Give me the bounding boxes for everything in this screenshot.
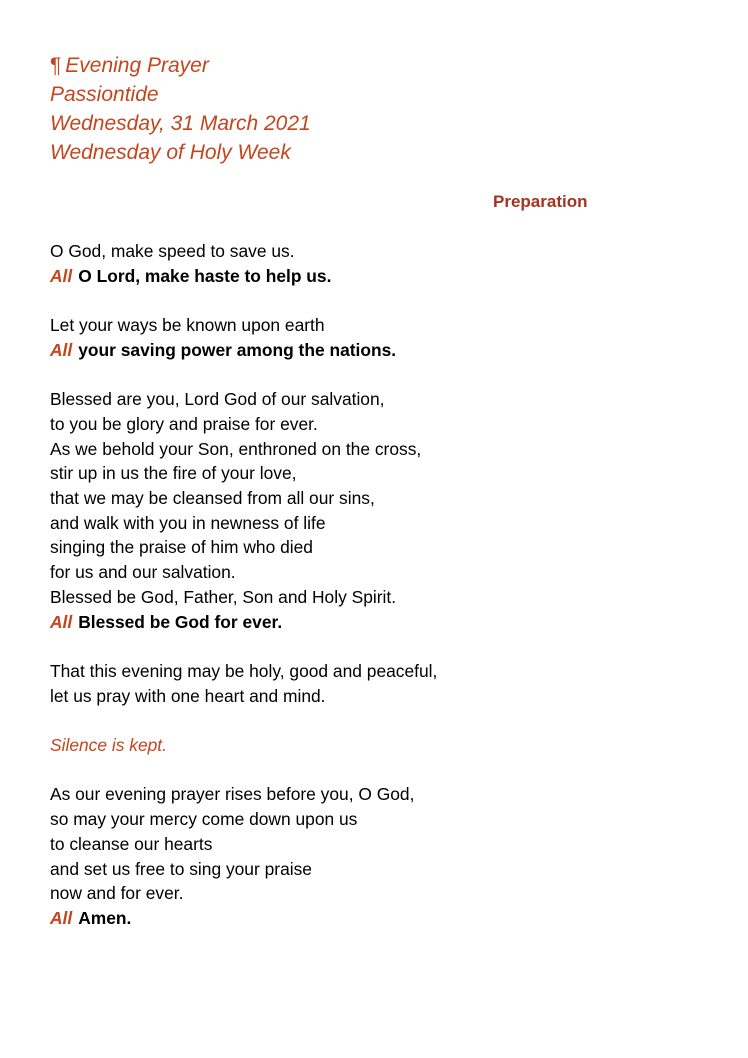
versicle-leader-line: O God, make speed to save us. xyxy=(50,241,295,261)
blessing-line: to you be glory and praise for ever. xyxy=(50,413,318,434)
blessing-line: Blessed are you, Lord God of our salvation, xyxy=(50,389,385,410)
bidding-line: let us pray with one heart and mind. xyxy=(50,685,326,706)
collect-line: so may your mercy come down upon us xyxy=(50,809,358,830)
paragraph-gap xyxy=(50,363,710,388)
collect-response-line xyxy=(50,906,710,931)
liturgy-text xyxy=(50,239,710,931)
collect-line: As our evening prayer rises before you, O God, xyxy=(50,784,415,805)
response-text: Amen. xyxy=(78,907,132,928)
day-label: Wednesday of Holy Week xyxy=(50,141,291,164)
collect-line: and set us free to sing your praise xyxy=(50,858,312,879)
blessing-line: stir up in us the fire of your love, xyxy=(50,463,297,484)
versicle-leader-line: Let your ways be known upon earth xyxy=(50,315,325,336)
response-text: your saving power among the nations. xyxy=(78,339,397,360)
all-marker: All xyxy=(50,611,73,632)
blessing-line: As we behold your Son, enthroned on the cross, xyxy=(50,438,422,459)
blessing-response-line xyxy=(50,610,710,635)
versicle-response-line xyxy=(50,264,710,289)
paragraph-gap xyxy=(50,634,710,659)
all-marker: All xyxy=(50,907,73,928)
blessing-line: and walk with you in newness of life xyxy=(50,512,326,533)
bidding-line: That this evening may be holy, good and peaceful, xyxy=(50,660,438,681)
date-label: Wednesday, 31 March 2021 xyxy=(50,112,311,135)
paragraph-gap xyxy=(50,288,710,313)
all-marker: All xyxy=(50,265,73,286)
versicle-response-line xyxy=(50,338,710,363)
rubric-silence: Silence is kept. xyxy=(50,735,167,755)
response-text: O Lord, make haste to help us. xyxy=(78,265,332,286)
season-label: Passiontide xyxy=(50,83,159,106)
office-header xyxy=(50,51,311,167)
paragraph-gap xyxy=(50,708,710,733)
pilcrow-icon: ¶ xyxy=(50,54,62,77)
all-marker: All xyxy=(50,339,73,360)
response-text: Blessed be God for ever. xyxy=(78,611,283,632)
office-title-line xyxy=(50,51,311,80)
section-heading: Preparation xyxy=(493,192,588,211)
collect-line: to cleanse our hearts xyxy=(50,833,213,854)
blessing-line: that we may be cleansed from all our sins, xyxy=(50,488,375,508)
blessing-line: Blessed be God, Father, Son and Holy Spirit. xyxy=(50,586,397,607)
blessing-line: singing the praise of him who died xyxy=(50,537,313,558)
office-title: Evening Prayer xyxy=(65,54,209,77)
collect-line: now and for ever. xyxy=(50,883,184,904)
paragraph-gap xyxy=(50,758,710,783)
blessing-line: for us and our salvation. xyxy=(50,562,236,583)
